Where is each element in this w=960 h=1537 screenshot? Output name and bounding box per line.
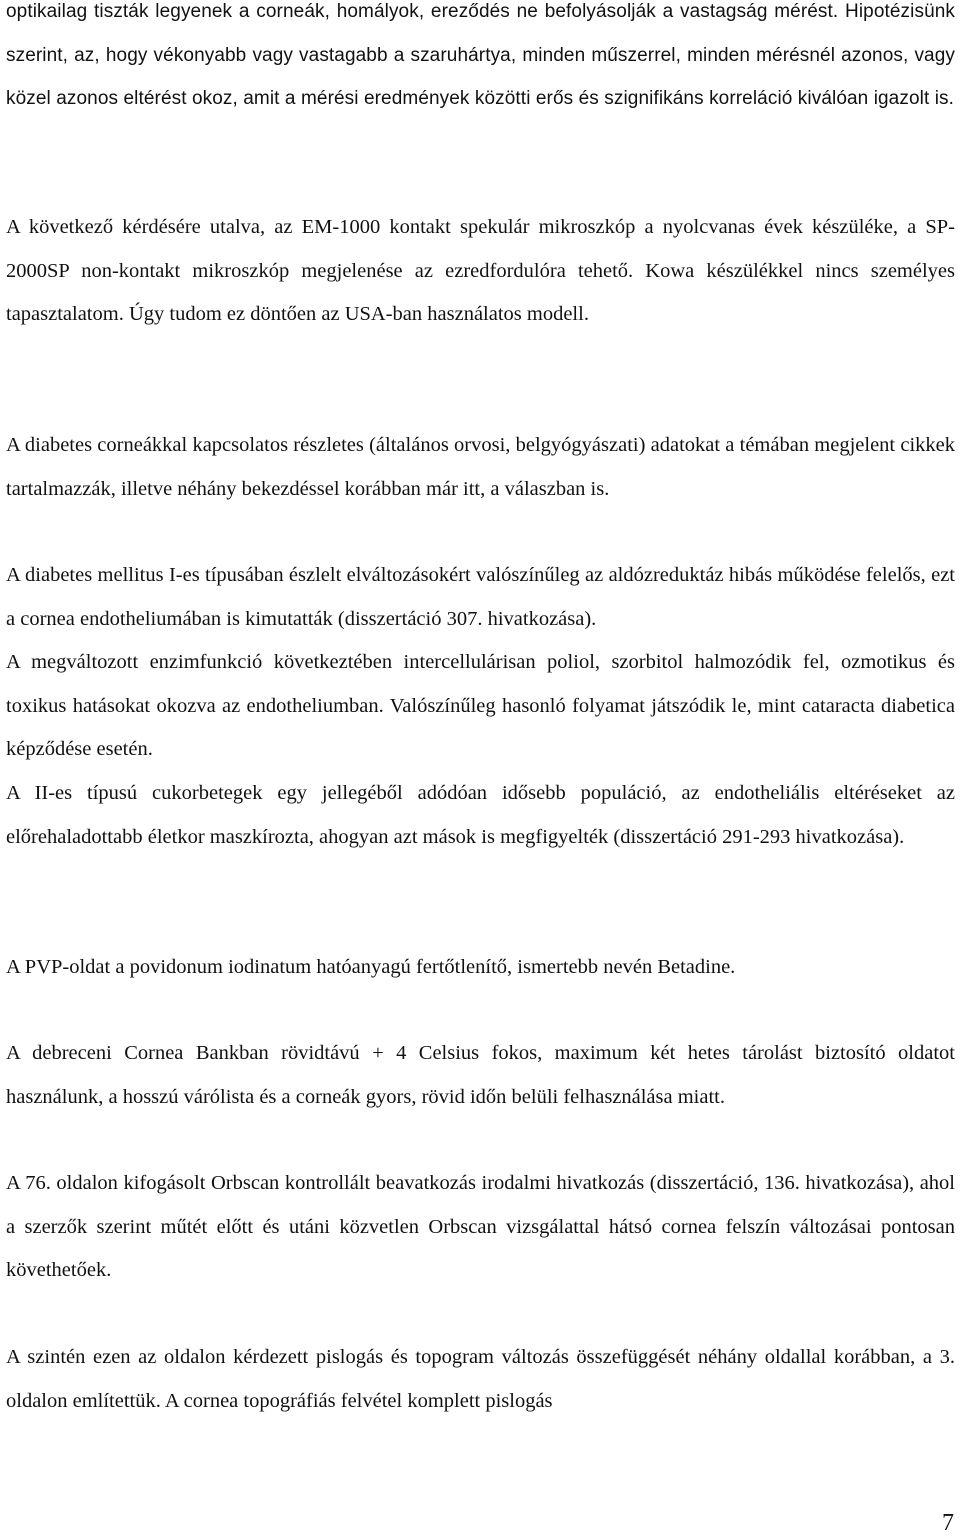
paragraph-pvp-solution: A PVP-oldat a povidonum iodinatum hatóanyagú fertőtlenítő, ismertebb nevén Betadine. [6,956,736,978]
paragraph-hypothesis: optikailag tiszták legyenek a corneák, homályok, ereződés ne befolyásolják a vastagság mérést. Hipotézisünk szerint, az, hogy vékonyabb vagy vastagabb a szaruhártya, minden műszerrel, minden mérésnél azonos, vagy közel azonos eltérést okoz, amit a mérési eredmények közötti erős és szignifikáns korreláció kiválóan igazolt is. [6,1,955,109]
paragraph-enzyme-function: A megváltozott enzimfunkció következtében intercellulárisan poliol, szorbitol halmozódik fel, ozmotikus és toxikus hatásokat okozva az endotheliumban. Valószínűleg hasonló folyamat játszódik le, mint cataracta diabetica képződése esetén. [6,651,955,760]
paragraph-cornea-bank: A debreceni Cornea Bankban rövidtávú + 4 Celsius fokos, maximum két hetes tárolást biztosító oldatot használunk, a hosszú várólista és a corneák gyors, rövid időn belüli felhasználása miatt. [6,1042,955,1108]
paragraph-diabetes-type-1: A diabetes mellitus I-es típusában észlelt elváltozásokért valószínűleg az aldózreduktáz hibás működése felelős, ezt a cornea endotheliumában is kimutatták (disszertáció 307. hivatkozása). [6,564,955,630]
paragraph-diabetes-corneas: A diabetes corneákkal kapcsolatos részletes (általános orvosi, belgyógyászati) adatokat a témában megjelent cikkek tartalmazzák, illetve néhány bekezdéssel korábban már itt, a válaszban is. [6,434,955,500]
paragraph-microscopes: A következő kérdésére utalva, az EM-1000 kontakt spekulár mikroszkóp a nyolcvanas évek készüléke, a SP-2000SP non-kontakt mikroszkóp megjelenése az ezredfordulóra tehető. Kowa készülékkel nincs személyes tapasztalatom. Úgy tudom ez döntően az USA-ban használatos modell. [6,216,955,325]
paragraph-orbscan-reference: A 76. oldalon kifogásolt Orbscan kontrollált beavatkozás irodalmi hivatkozás (disszertáció, 136. hivatkozása), ahol a szerzők szerint műtét előtt és utáni közvetlen Orbscan vizsgálattal hátsó cornea felszín változásai pontosan követhetőek. [6,1172,955,1281]
page-number: 7 [942,1510,954,1536]
paragraph-blinking-topogram: A szintén ezen az oldalon kérdezett pislogás és topogram változás összefüggését néhány oldallal korábban, a 3. oldalon említettük. A cornea topográfiás felvétel komplett pislogás [6,1346,955,1412]
paragraph-diabetes-type-2: A II-es típusú cukorbetegek egy jellegéből adódóan idősebb populáció, az endotheliális eltéréseket az előrehaladottabb életkor maszkírozta, ahogyan azt mások is megfigyelték (disszertáció 291-293 hivatkozása). [6,782,955,848]
